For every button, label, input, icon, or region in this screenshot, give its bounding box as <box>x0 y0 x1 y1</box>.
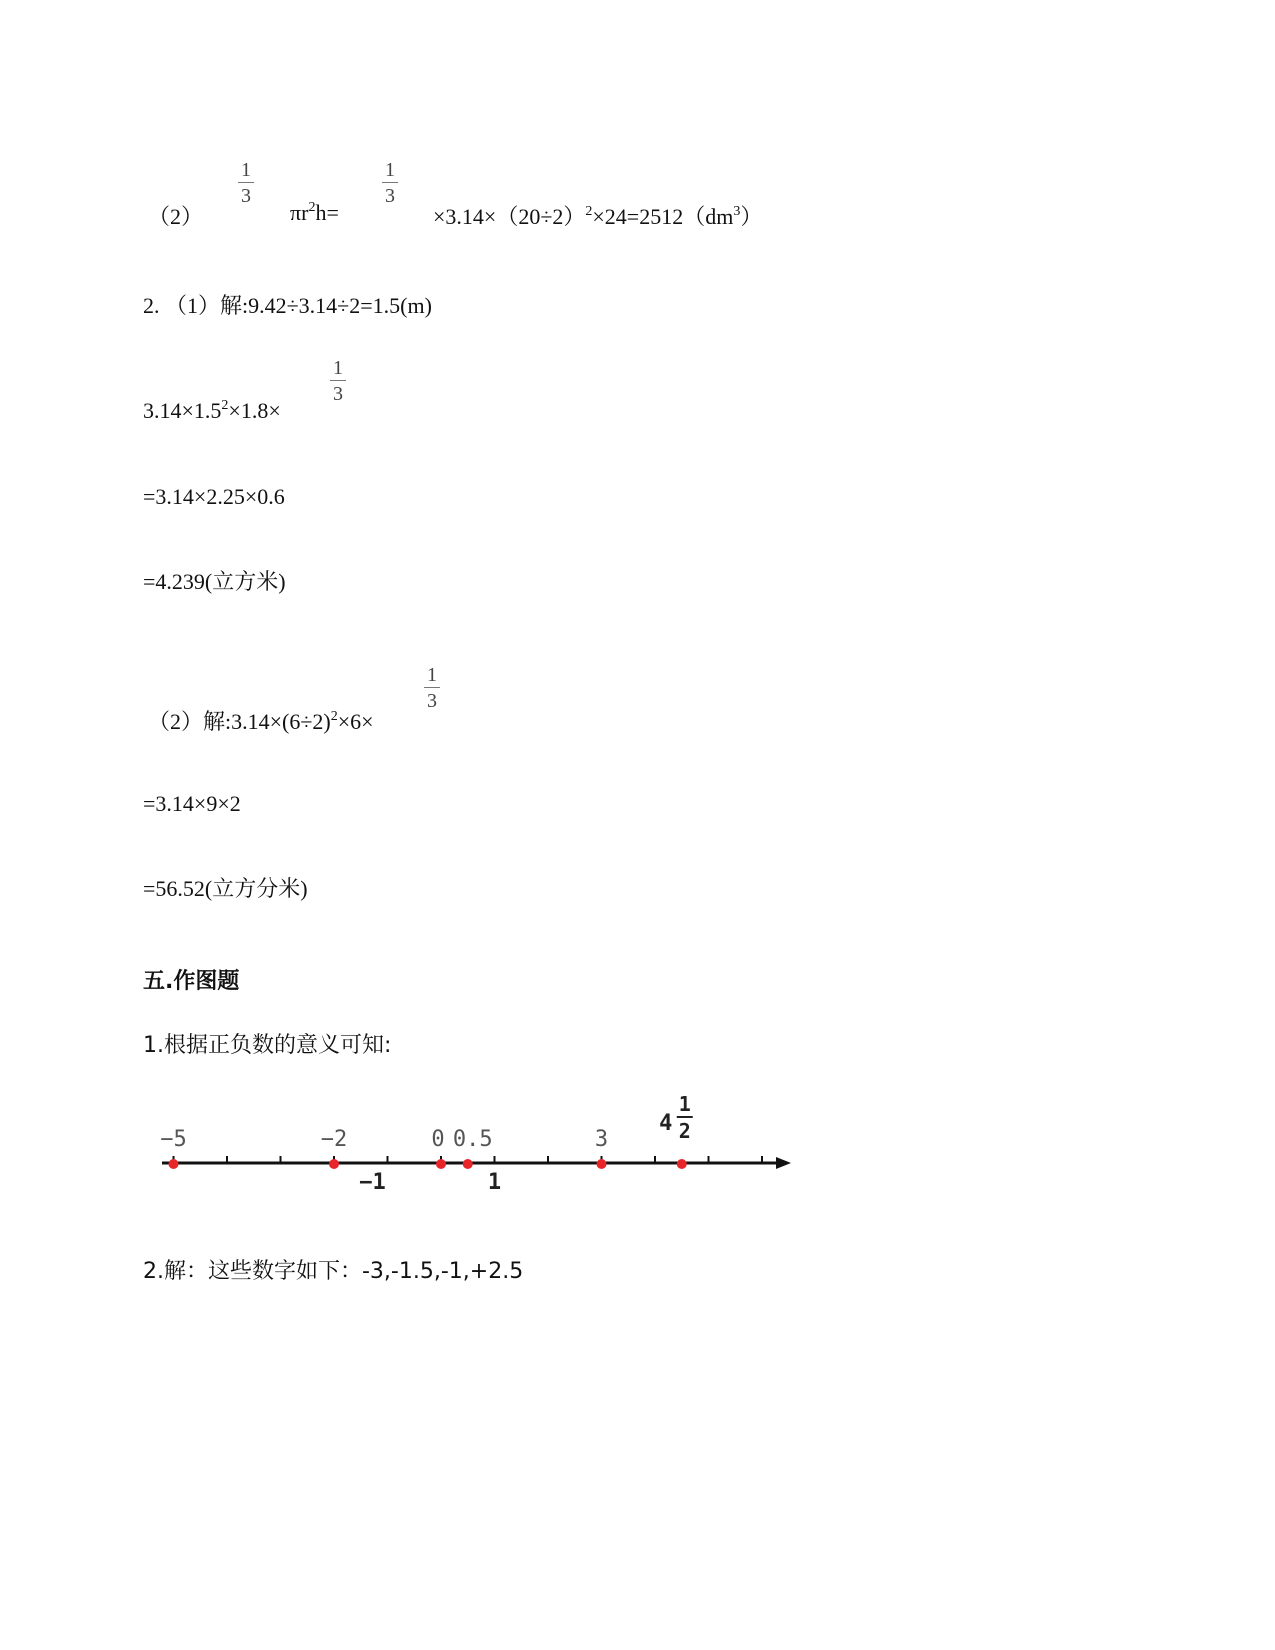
point-label: 0.5 <box>452 1127 493 1152</box>
fraction-numerator: 1 <box>427 664 437 686</box>
volume-calculation <box>433 200 762 231</box>
point-label: −2 <box>320 1127 348 1152</box>
fraction-numerator: 1 <box>385 159 395 181</box>
q2-part2-line2: =3.14×9×2 <box>143 791 241 816</box>
number-point <box>329 1159 339 1169</box>
formula-text: h= <box>315 200 339 225</box>
calc-text: ×6× <box>337 709 374 734</box>
point-label: 0 <box>431 1127 445 1152</box>
formula-text: πr <box>290 200 309 225</box>
calc-text: ×1.8× <box>228 398 281 423</box>
calc-text: ×24=2512（dm <box>592 204 734 229</box>
formula-exponent: 2 <box>308 200 316 215</box>
fraction-denominator: 3 <box>241 185 251 207</box>
fraction-denominator: 3 <box>333 383 343 405</box>
calc-text: 3.14×1.5 <box>143 398 222 423</box>
fraction-numerator: 1 <box>241 159 251 181</box>
fraction-numerator: 1 <box>333 357 343 379</box>
mixed-number-denominator: 2 <box>678 1119 691 1143</box>
q1-part2-label: （2） <box>148 204 204 229</box>
calc-text: ） <box>740 204 763 229</box>
section5-q2-text: 2.解：这些数字如下：-3,-1.5,-1,+2.5 <box>143 1259 524 1284</box>
calc-exponent: 2 <box>221 398 229 413</box>
fraction-one-third <box>329 358 347 404</box>
q2-part2-header <box>148 705 374 736</box>
fraction-one-third <box>237 160 255 206</box>
q2-part1-line1 <box>143 398 281 424</box>
tick-label: 1 <box>487 1170 502 1195</box>
section-heading: 五.作图题 <box>143 969 240 994</box>
number-point <box>436 1159 446 1169</box>
fraction-one-third <box>423 665 441 711</box>
unit-exponent: 3 <box>733 204 741 219</box>
axis-arrowhead <box>776 1157 791 1169</box>
number-line-figure <box>150 1088 810 1208</box>
tick-label: −1 <box>359 1170 386 1195</box>
q2-part2-line3: =56.52(立方分米) <box>143 876 308 901</box>
point-label: 3 <box>594 1127 609 1152</box>
q2-part1-line3: =4.239(立方米) <box>143 569 286 594</box>
number-point <box>677 1159 687 1169</box>
fraction-one-third <box>381 160 399 206</box>
fraction-denominator: 3 <box>427 690 437 712</box>
number-point <box>463 1159 473 1169</box>
calc-text: （2）解:3.14×(6÷2) <box>148 709 331 734</box>
q2-part1-header: 2. （1）解:9.42÷3.14÷2=1.5(m) <box>143 293 432 318</box>
mixed-number-numerator: 1 <box>678 1092 691 1116</box>
fraction-denominator: 3 <box>385 185 395 207</box>
mixed-number-whole: 4 <box>659 1111 673 1136</box>
calc-exponent: 2 <box>585 204 593 219</box>
calc-text: ×3.14×（20÷2） <box>433 204 586 229</box>
number-point <box>169 1159 179 1169</box>
cone-volume-formula <box>290 200 339 226</box>
calc-exponent: 2 <box>330 709 338 724</box>
number-point <box>597 1159 607 1169</box>
section5-q1-text: 1.根据正负数的意义可知: <box>143 1033 392 1058</box>
point-label: −5 <box>160 1127 187 1152</box>
q2-part1-line2: =3.14×2.25×0.6 <box>143 484 285 509</box>
